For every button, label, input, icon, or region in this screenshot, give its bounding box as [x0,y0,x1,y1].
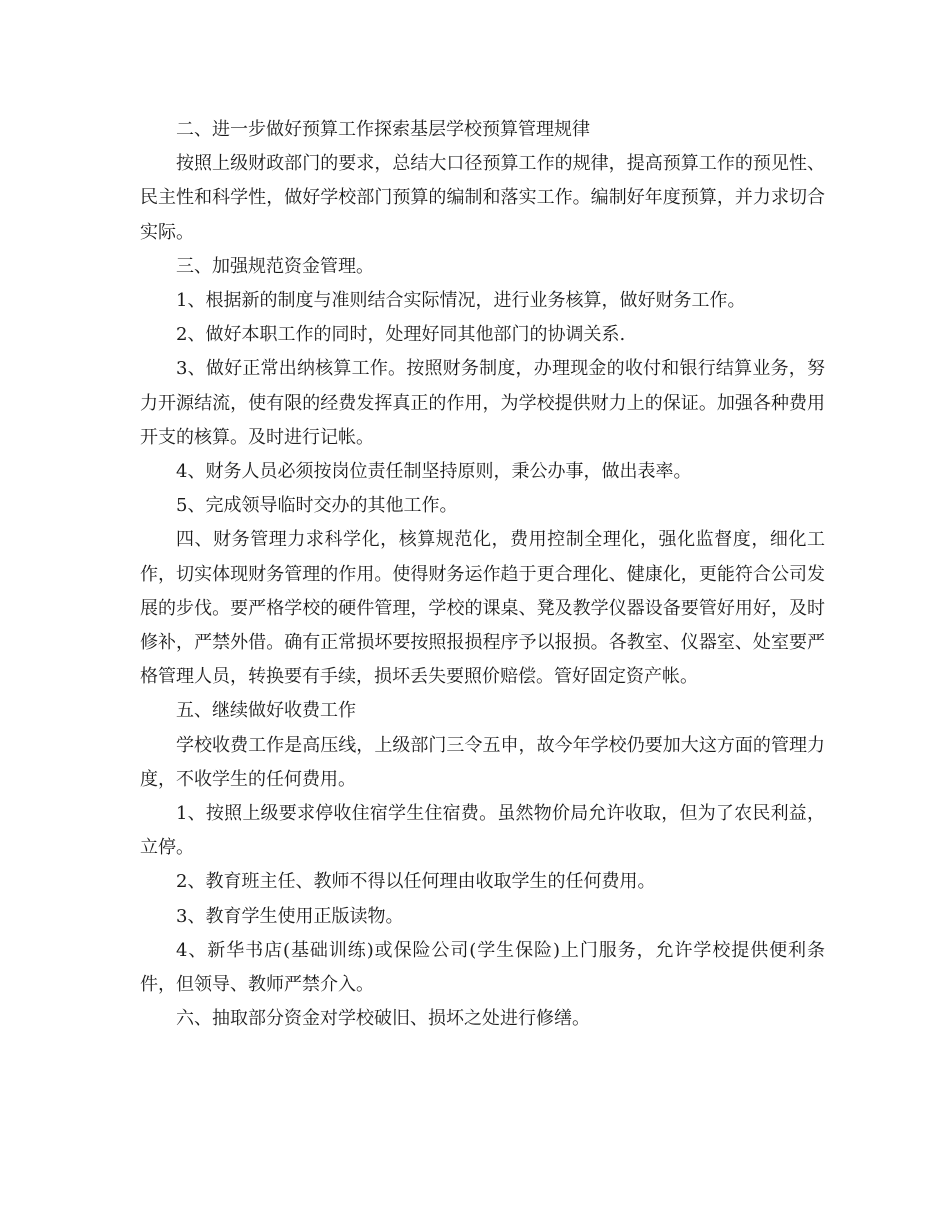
list-item-3-4: 4、财务人员必须按岗位责任制坚持原则，秉公办事，做出表率。 [176,461,692,483]
list-item-5-4: 4、新华书店(基础训练)或保险公司(学生保险)上门服务，允许学校提供便利条件，但领导、教师严禁介入。 [140,939,825,996]
heading-section-5: 五、继续做好收费工作 [176,700,356,722]
paragraph-fee-policy: 学校收费工作是高压线，上级部门三令五申，故今年学校仍要加大这方面的管理力度，不收学生的任何费用。 [140,734,825,790]
paragraph-budget-work: 按照上级财政部门的要求，总结大口径预算工作的规律，提高预算工作的预见性、民主性和科学性，做好学校部门预算的编制和落实工作。编制好年度预算，并力求切合实际。 [140,153,825,243]
heading-section-3: 三、加强规范资金管理。 [176,255,374,277]
list-item-3-1: 1、根据新的制度与准则结合实际情况，进行业务核算，做好财务工作。 [176,290,746,312]
list-item-3-2: 2、做好本职工作的同时，处理好同其他部门的协调关系. [176,324,626,346]
paragraph-section-4: 四、财务管理力求科学化，核算规范化，费用控制全理化，强化监督度，细化工作，切实体现财务管理的作用。使得财务运作趋于更合理化、健康化，更能符合公司发展的步伐。要严格学校的硬件管理，学校的课桌、凳及教学仪器设备要管好用好，及时修补，严禁外借。确有正常损坏要按照报损程序予以报损。各教室、仪器室、处室要严格管理人员，转换要有手续，损坏丢失要照价赔偿。管好固定资产帐。 [140,529,825,688]
list-item-3-3: 3、做好正常出纳核算工作。按照财务制度，办理现金的收付和银行结算业务，努力开源结流，使有限的经费发挥真正的作用，为学校提供财力上的保证。加强各种费用开支的核算。及时进行记帐。 [140,358,825,448]
heading-section-2: 二、进一步做好预算工作探索基层学校预算管理规律 [176,119,590,140]
heading-section-6: 六、抽取部分资金对学校破旧、损坏之处进行修缮。 [176,1008,590,1030]
list-item-5-1: 1、按照上级要求停收住宿学生住宿费。虽然物价局允许收取，但为了农民利益，立停。 [140,803,825,859]
list-item-3-5: 5、完成领导临时交办的其他工作。 [176,495,458,517]
document-body [140,113,825,1036]
list-item-5-2: 2、教育班主任、教师不得以任何理由收取学生的任何费用。 [176,871,656,893]
list-item-5-3: 3、教育学生使用正版读物。 [176,905,404,927]
